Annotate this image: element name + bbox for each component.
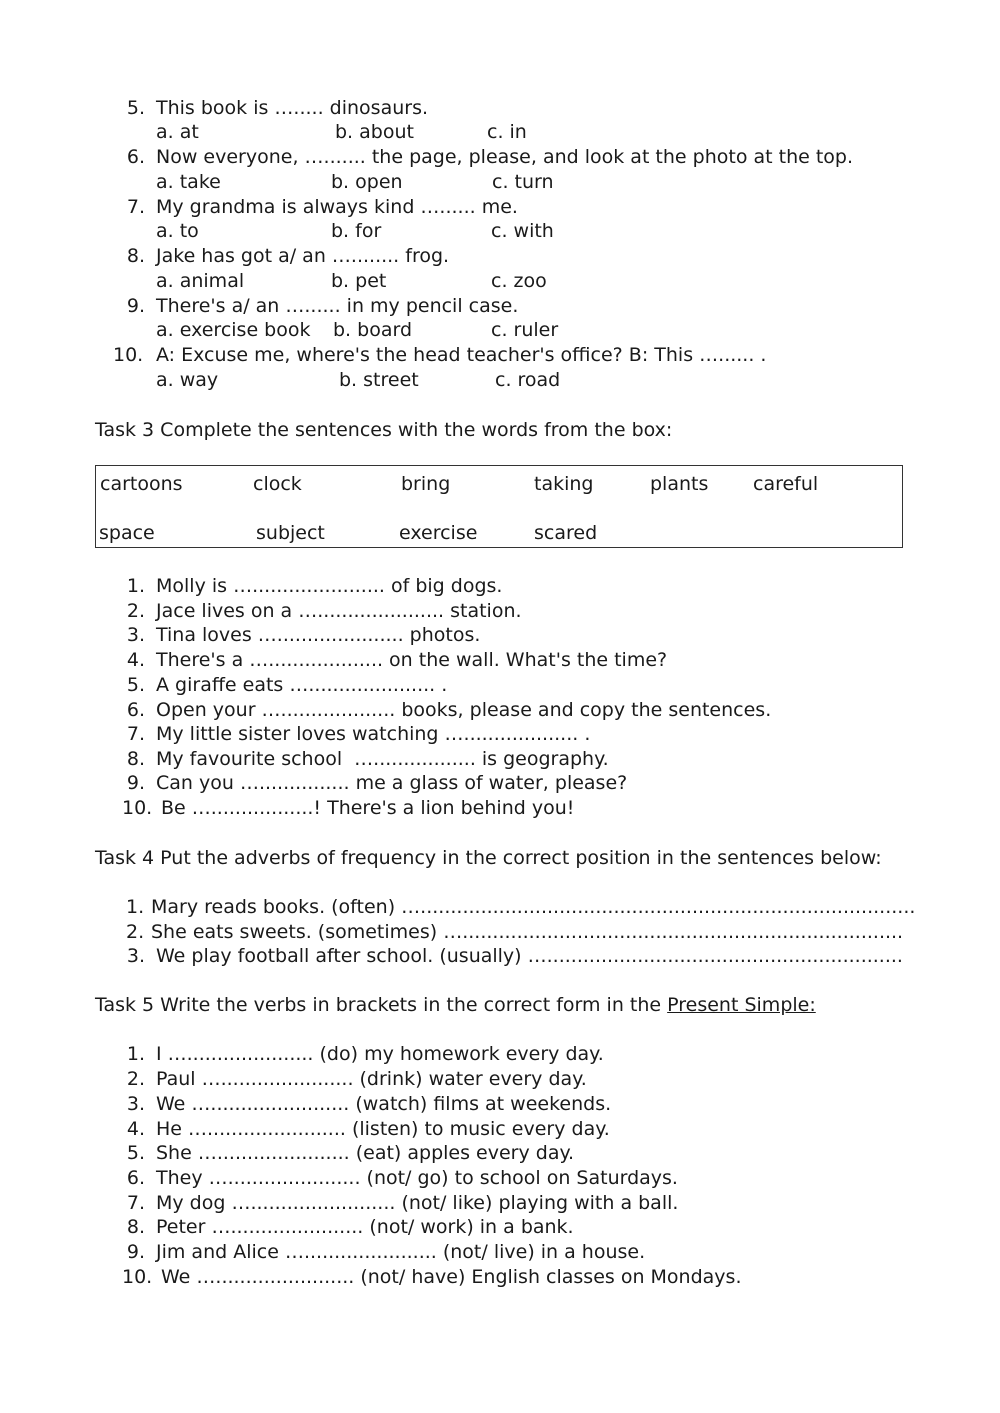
- question-number: 9.: [126, 1241, 145, 1263]
- question-number: 5.: [126, 97, 145, 119]
- question-text: Jace lives on a …..................... station.: [156, 600, 522, 622]
- question-number: 9.: [126, 772, 145, 794]
- question-number: 3.: [126, 945, 145, 967]
- question-number: 10.: [122, 1266, 153, 1288]
- question-text: Tina loves …..................... photos.: [156, 624, 481, 646]
- question-number: 4.: [126, 1118, 145, 1140]
- option-b: b. pet: [331, 270, 387, 292]
- question-number: 6.: [126, 699, 145, 721]
- task3-heading: Task 3 Complete the sentences with the words from the box:: [95, 419, 673, 441]
- question-text: A giraffe eats …..................... .: [156, 674, 448, 696]
- question-text: My grandma is always kind …...... me.: [156, 196, 518, 218]
- question-number: 1.: [126, 575, 145, 597]
- question-text: There's a …................... on the wall. What's the time?: [156, 649, 668, 671]
- question-text: They …...................... (not/ go) to school on Saturdays.: [156, 1167, 678, 1189]
- question-text: My little sister loves watching …................... .: [156, 723, 591, 745]
- question-text: I …..................... (do) my homework every day.: [156, 1043, 604, 1065]
- question-text: She eats sweets. (sometimes) ….........................................................................: [151, 921, 904, 943]
- question-number: 7.: [126, 1192, 145, 1214]
- question-text: Paul …...................... (drink) water every day.: [156, 1068, 587, 1090]
- option-b: b. about: [335, 121, 414, 143]
- option-c: c. road: [495, 369, 561, 391]
- question-number: 8.: [126, 1216, 145, 1238]
- question-number: 6.: [126, 1167, 145, 1189]
- task5-heading-underlined: Present Simple:: [667, 994, 816, 1016]
- question-number: 8.: [126, 245, 145, 267]
- question-number: 2.: [126, 1068, 145, 1090]
- question-text: Peter …...................... (not/ work) in a bank.: [156, 1216, 574, 1238]
- option-b: b. for: [331, 220, 382, 242]
- word-box-word: careful: [753, 473, 819, 495]
- word-box-word: taking: [534, 473, 594, 495]
- question-text: We play football after school. (usually) …...........................................................: [156, 945, 903, 967]
- task5-heading: [95, 993, 816, 1017]
- word-box-word: clock: [253, 473, 302, 495]
- word-box-word: bring: [401, 473, 451, 495]
- word-box-word: cartoons: [100, 473, 183, 495]
- option-b: b. street: [339, 369, 419, 391]
- question-number: 5.: [126, 674, 145, 696]
- word-box: [95, 465, 903, 548]
- question-text: A: Excuse me, where's the head teacher's office? B: This …...... .: [156, 344, 767, 366]
- question-text: Can you …............... me a glass of water, please?: [156, 772, 628, 794]
- question-text: Now everyone, …....... the page, please, and look at the photo at the top.: [156, 146, 854, 168]
- option-c: c. turn: [492, 171, 554, 193]
- question-number: 8.: [126, 748, 145, 770]
- task4-heading: Task 4 Put the adverbs of frequency in the correct position in the sentences below:: [95, 847, 882, 869]
- option-c: c. with: [491, 220, 554, 242]
- question-text: My favourite school …................. is geography.: [156, 748, 609, 770]
- question-number: 10.: [122, 797, 153, 819]
- word-box-word: space: [99, 522, 155, 544]
- question-number: 6.: [126, 146, 145, 168]
- question-number: 1.: [126, 1043, 145, 1065]
- question-number: 1.: [126, 896, 145, 918]
- question-text: Molly is …...................... of big dogs.: [156, 575, 503, 597]
- question-number: 4.: [126, 649, 145, 671]
- question-text: Jake has got a/ an …........ frog.: [156, 245, 450, 267]
- option-a: a. at: [156, 121, 199, 143]
- question-text: Jim and Alice …...................... (not/ live) in a house.: [156, 1241, 646, 1263]
- question-number: 2.: [126, 921, 145, 943]
- question-text: This book is …..... dinosaurs.: [156, 97, 429, 119]
- question-text: We …....................... (not/ have) English classes on Mondays.: [161, 1266, 742, 1288]
- question-number: 7.: [126, 723, 145, 745]
- question-number: 3.: [126, 1093, 145, 1115]
- question-number: 3.: [126, 624, 145, 646]
- question-number: 5.: [126, 1142, 145, 1164]
- question-number: 10.: [113, 344, 144, 366]
- option-c: c. zoo: [491, 270, 547, 292]
- option-b: b. open: [331, 171, 403, 193]
- option-c: c. in: [487, 121, 527, 143]
- option-a: a. way: [156, 369, 219, 391]
- word-box-word: plants: [650, 473, 709, 495]
- option-a: a. to: [156, 220, 199, 242]
- question-text: We …....................... (watch) films at weekends.: [156, 1093, 612, 1115]
- option-c: c. ruler: [491, 319, 559, 341]
- question-text: She …...................... (eat) apples every day.: [156, 1142, 575, 1164]
- word-box-word: exercise: [399, 522, 478, 544]
- word-box-word: subject: [256, 522, 325, 544]
- option-a: a. exercise book: [156, 319, 311, 341]
- question-text: There's a/ an …...... in my pencil case.: [156, 295, 519, 317]
- option-a: a. animal: [156, 270, 245, 292]
- word-box-word: scared: [534, 522, 598, 544]
- question-text: Be ….................! There's a lion behind you!: [161, 797, 575, 819]
- question-text: Open your …................... books, please and copy the sentences.: [156, 699, 772, 721]
- question-text: My dog …........................ (not/ like) playing with a ball.: [156, 1192, 679, 1214]
- task5-heading-prefix: Task 5 Write the verbs in brackets in the correct form in the: [95, 994, 668, 1016]
- option-b: b. board: [333, 319, 413, 341]
- option-a: a. take: [156, 171, 221, 193]
- question-text: Mary reads books. (often) …..................................................................................: [151, 896, 916, 918]
- question-number: 2.: [126, 600, 145, 622]
- question-number: 9.: [126, 295, 145, 317]
- question-number: 7.: [126, 196, 145, 218]
- question-text: He …....................... (listen) to music every day.: [156, 1118, 610, 1140]
